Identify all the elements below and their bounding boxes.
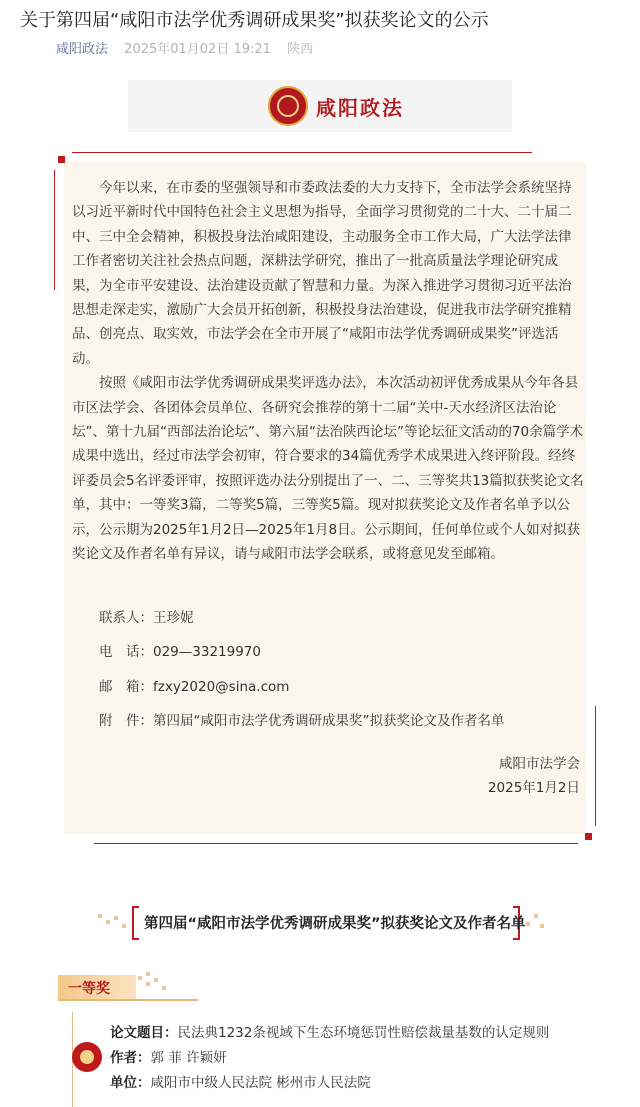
frame-top-line (72, 152, 532, 153)
contact-attachment: 附 件：第四届“咸阳市法学优秀调研成果奖”拟获奖论文及作者名单 (99, 713, 505, 729)
sign-date: 2025年1月2日 (487, 780, 580, 796)
entry-authors: 郭 菲 许颖妍 (150, 1050, 227, 1066)
entry-units: 咸阳市中级人民法院 彬州市人民法院 (150, 1075, 371, 1091)
paragraph: 按照《咸阳市法学优秀调研成果奖评选办法》，本次活动初评优秀成果从今年各县市区法学会、各团体会员单位、各研究会推荐的第十二届“关中-天水经济区法治论坛”、第十九届“西部法治论坛”、第六届“法治陕西论坛”等论坛征文活动的70余篇学术成果中选出，经过市法学会初审，符合要求的34篇优秀学术成果进入终评阶段。经终评委员会5名评委评审，按照评选办法分别提出了一、二、三等奖共13篇拟获奖论文名单，其中：一等奖3篇，二等奖5篇，三等奖5篇。现对拟获奖论文及作者名单予以公示，公示期为2025年1月2日—2025年1月8日。公示期间，任何单位或个人如对拟获奖论文及作者名单有异议，请与咸阳市法学会联系，或将意见发至邮箱。 (72, 375, 584, 563)
award-underline (58, 999, 198, 1001)
signature: 咸阳市法学会 (499, 756, 580, 772)
publish-location: 陕西 (287, 42, 314, 57)
article-title: 关于第四届“咸阳市法学优秀调研成果奖”拟获奖论文的公示 (20, 10, 489, 31)
signature-block (488, 752, 580, 800)
frame-right-line (595, 706, 596, 826)
entry-author-row: 作者：郭 菲 许颖妍 (110, 1050, 227, 1066)
article-meta (56, 38, 325, 57)
contact-email: 邮 箱：fzxy2020@sina.com (99, 679, 290, 695)
list-heading-text: 第四届“咸阳市法学优秀调研成果奖”拟获奖论文及作者名单 (144, 916, 526, 932)
entry-title: 民法典1232条视域下生态环境惩罚性赔偿裁量基数的认定规则 (177, 1025, 550, 1041)
contact-phone: 电 话：029—33219970 (99, 644, 261, 660)
notice-body (72, 176, 584, 567)
entry-unit-row: 单位：咸阳市中级人民法院 彬州市人民法院 (110, 1075, 371, 1091)
banner-logo-text: 咸阳政法 (316, 96, 404, 120)
corner-square (585, 833, 592, 840)
award-medal-icon (72, 1042, 102, 1072)
account-name[interactable]: 咸阳政法 (56, 42, 109, 57)
entry-title-row: 论文题目：民法典1232条视域下生态环境惩罚性赔偿裁量基数的认定规则 (110, 1025, 550, 1041)
emblem-icon (268, 86, 308, 126)
corner-square (58, 156, 65, 163)
frame-left-line (54, 170, 55, 290)
publish-date: 2025年01月02日 19:21 (124, 42, 271, 57)
header-banner (128, 80, 512, 132)
list-heading (132, 906, 526, 938)
award-level-tag (58, 975, 136, 999)
paragraph: 今年以来，在市委的坚强领导和市委政法委的大力支持下，全市法学会系统坚持以习近平新时代中国特色社会主义思想为指导，全面学习贯彻党的二十大、二十届二中、三中全会精神，积极投身法治咸阳建设，主动服务全市工作大局，广大法学法律工作者密切关注社会热点问题，深耕法学研究，推出了一批高质量法学理论研究成果，为全市平安建设、法治建设贡献了智慧和力量。为深入推进学习贯彻习近平法治思想走深走实，激励广大会员开拓创新，积极投身法治建设，促进我市法学研究推精品、创亮点、取实效，市法学会在全市开展了“咸阳市法学优秀调研成果奖”评选活动。 (72, 180, 572, 367)
frame-bottom-line (94, 843, 578, 844)
contact-person: 联系人：王珍妮 (99, 610, 194, 626)
award-level-label: 一等奖 (68, 981, 110, 997)
